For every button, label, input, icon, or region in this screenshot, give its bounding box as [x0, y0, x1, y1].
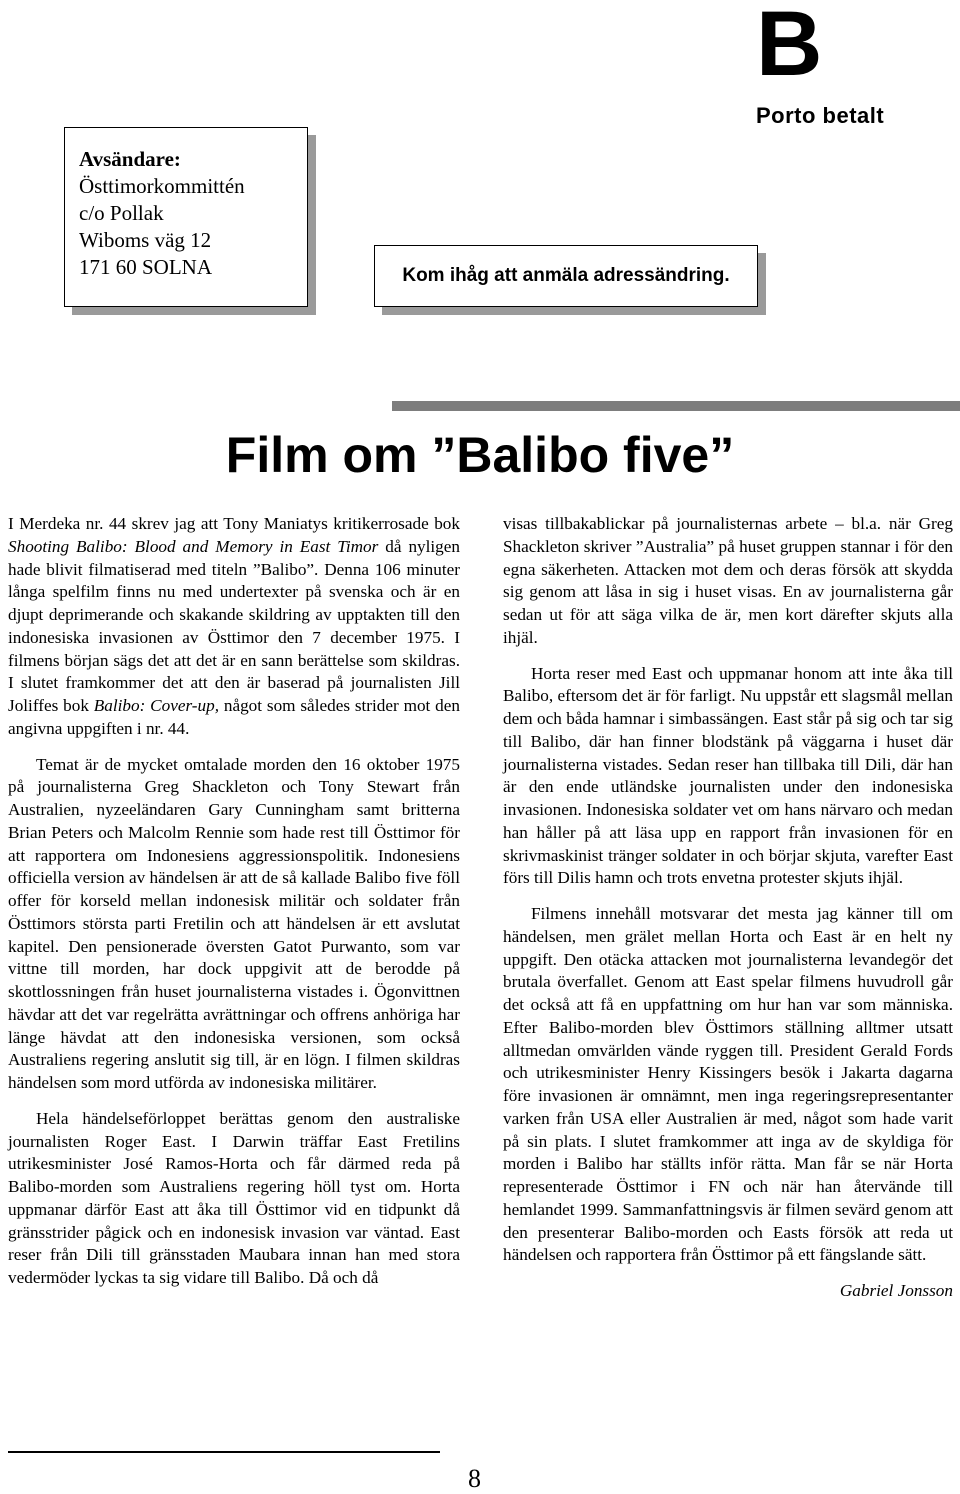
text-run: I Merdeka nr. 44 skrev jag att Tony Maniatys kritikerrosade bok: [8, 514, 460, 533]
postage-paid-label: Porto betalt: [756, 103, 885, 128]
sender-line: Wiboms väg 12: [79, 228, 212, 252]
address-change-notice: [374, 245, 758, 307]
author-signature: Gabriel Jonsson: [839, 1281, 953, 1300]
paragraph: Filmens innehåll motsvarar det mesta jag känner till om händelsen, men grälet mellan Horta och East är en helt ny uppgift. Den otäcka attacken mot journalisterna levandegör det brutala överfallet. Genom att East spelar filmens huvudroll går det också att få en uppfattning om hur han var som människa. Efter Balibo-morden blev Östtimors ställning alltmer utsatt alltmedan omvärlden vände ryggen till. President Gerald Fords och utrikesminister Henry Kissingers besök i Jakarta dagarna före invasionen är omnämnt, men inga regeringsrepresentanter varken från USA eller Australien är med, något som hade varit på sin plats. I slutet framkommer att inga av de skyldiga för morden i Balibo har ställts inför rätta. Man får se när Horta representerade Östtimor i FN och när han återvände till hemlandet 1999. Sammanfattningsvis är filmen sevärd genom att den presenterar Balibo-morden och Easts försök att reda ut händelsen och rapportera från Östtimor på ett fängslande sätt.: [503, 904, 953, 1265]
sender-address-box: [64, 127, 308, 307]
text-run: då nyligen hade blivit filmatiserad med titeln ”Balibo”. Denna 106 minuter långa spelfilm finns nu med undertexter på svenska och är en djupt deprimerande och skakande skildring av upptakten till den indonesiska invasionen av Östtimor den 7 december 1975. I filmens början sägs det att det är en sann berättelse som skildras. I slutet framkommer det att den är baserad på journalisten Jill Joliffes bok: [8, 536, 460, 715]
sender-line: c/o Pollak: [79, 201, 164, 225]
issue-letter: B: [756, 0, 823, 95]
sender-line: Östtimorkommittén: [79, 174, 245, 198]
article-left-column: [8, 513, 460, 1303]
paragraph: Horta reser med East och uppmanar honom att inte åka till Balibo, eftersom det är för farligt. Nu uppstår ett slagsmål mellan dem och båda hamnar i simbassängen. East står på sig och tar sig till Balibo, där han finner blodstänk på väggarna i huset där journalisterna vistades. Sedan reser han tillbaka till Dili, där han är den ende utländske journalisten under den indonesiska invasionen. Indonesiska soldater vet om hans närvaro och medan han håller på att läsa upp en rapport från invasionen för en skrivmaskinist tränger soldater in och börjar skjuta, varefter East förs till Dilis hamn och trots envetna protester skjuts ihjäl.: [503, 663, 953, 888]
paragraph: Temat är de mycket omtalade morden den 16 oktober 1975 på journalisterna Greg Shackleton och Tony Stewart från Australien, nyzeeländaren Gary Cunningham samt britterna Brian Peters och Malcolm Rennie som hade rest till Östtimor för att rapportera om Indonesiens aggressionspolitik. Indonesiens officiella version av händelsen är att de så kallade Balibo five föll offer för korseld mellan indonesisk militär och soldater från Östtimors största parti Fretilin och att händelsen är ett avslutat kapitel. Den pensionerade översten Gatot Purwanto, som var vittne till morden, har dock uppgivit att de berodde på skottlossningen från huset journalisterna vistades i. Ögonvittnen hävdar att det var regelrätta avrättningar och offrens anhöriga har länge hävdat att den indonesiska versionen, som också Australiens regering anslutit sig till, är en lögn. I filmen skildras händelsen som mord utförda av indonesiska militärer.: [8, 754, 460, 1092]
article-headline: Film om ”Balibo five”: [225, 427, 735, 483]
text-run: något som således strider mot den angivna uppgiften i nr. 44.: [8, 696, 460, 738]
paragraph: visas tillbakablickar på journalisternas arbete – bl.a. när Greg Shackleton skriver ”Australia” på huset gruppen stannar i för den egna säkerheten. Attacken mot dem och deras försök att skydda sig genom att låsa in sig i huset visas. En av journalisterna går sedan ut för att säga vilka de är, men kort därefter skjuts alla ihjäl.: [503, 514, 953, 647]
paragraph: Hela händelseförloppet berättas genom den australiske journalisten Roger East. I Darwin träffar East Fretilins utrikesminister José Ramos-Horta och får därmed reda på Balibo-morden som Australiens regering höll tyst om. Horta uppmanar därför East att åka till Östtimor vid en tidpunkt då gränsstrider pågick och en indonesisk invasion var väntad. East reser från Dili till gränsstaden Maubara innan han med stora vedermöder lyckas ta sig vidare till Balibo. Då och då: [8, 1108, 460, 1287]
book-title: Balibo: Cover-up,: [93, 696, 220, 715]
paragraph: [8, 513, 460, 741]
book-title: Shooting Balibo: Blood and Memory in East Timor: [8, 536, 379, 556]
article-right-column: [503, 513, 953, 1316]
page-number: 8: [468, 1464, 481, 1493]
notice-text: Kom ihåg att anmäla adressändring.: [402, 265, 730, 286]
header-divider: [392, 401, 960, 411]
sender-line: 171 60 SOLNA: [79, 255, 213, 279]
sender-label: Avsändare:: [79, 147, 181, 171]
footer-rule: [8, 1451, 440, 1453]
